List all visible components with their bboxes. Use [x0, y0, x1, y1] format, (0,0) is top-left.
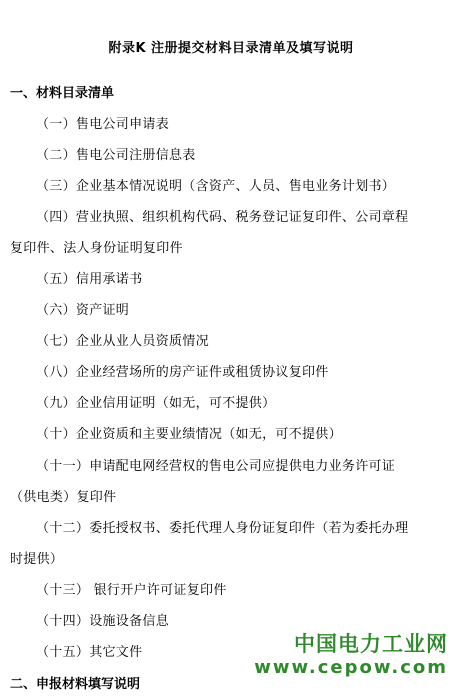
list-item-continuation: 时提供）	[10, 552, 64, 567]
list-item: （十一）申请配电网经营权的售电公司应提供电力业务许可证	[36, 459, 396, 474]
list-item: （六）资产证明	[36, 303, 130, 318]
watermark-site-name: 中国电力工业网	[294, 632, 448, 656]
list-item: （十四）设施设备信息	[36, 614, 170, 629]
list-item-continuation: （供电类）复印件	[10, 490, 117, 505]
list-item: （十五）其它文件	[36, 645, 143, 660]
list-item: （十三） 银行开户许可证复印件	[36, 583, 227, 598]
list-item: （十）企业资质和主要业绩情况（如无，可不提供）	[36, 427, 342, 442]
list-item: （七）企业从业人员资质情况	[36, 334, 209, 349]
list-item: （三）企业基本情况说明（含资产、人员、售电业务计划书）	[36, 179, 396, 194]
list-item: （八）企业经营场所的房产证件或租赁协议复印件	[36, 365, 329, 380]
list-item: （九）企业信用证明（如无，可不提供）	[36, 396, 276, 411]
list-item: （一）售电公司申请表	[36, 117, 170, 132]
list-item: （四）营业执照、组织机构代码、税务登记证复印件、公司章程	[36, 210, 409, 225]
section-heading-filling-instructions: 二、申报材料填写说明	[10, 677, 141, 692]
watermark-site-url: www.cepow.com	[254, 657, 448, 678]
section-heading-materials-list: 一、材料目录清单	[10, 86, 115, 101]
list-item: （五）信用承诺书	[36, 272, 143, 287]
list-item: （二）售电公司注册信息表	[36, 148, 196, 163]
list-item-continuation: 复印件、法人身份证明复印件	[10, 241, 183, 256]
list-item: （十二）委托授权书、委托代理人身份证复印件（若为委托办理	[36, 521, 409, 536]
document-title: 附录K 注册提交材料目录清单及填写说明	[108, 41, 354, 56]
